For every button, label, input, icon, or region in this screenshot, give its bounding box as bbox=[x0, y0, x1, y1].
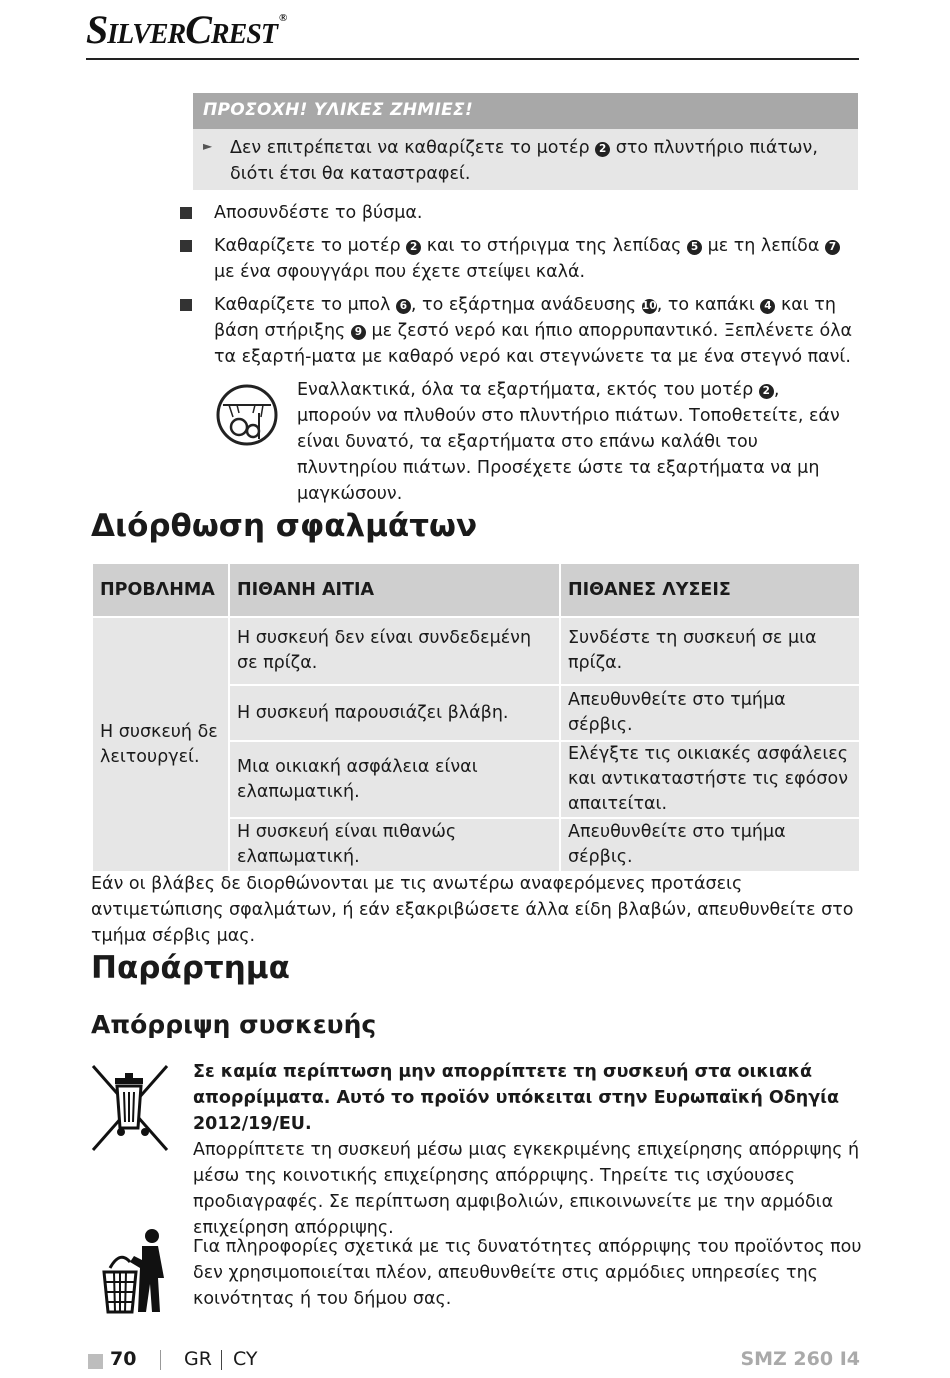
part-number-badge: 10 bbox=[641, 300, 657, 312]
disposal-warning: Σε καμία περίπτωση μην απορρίπτετε τη συσκευή στα οικιακά απορρίμματα. Αυτό το προϊόν υπόκειται στην Ευρωπαϊκή Οδηγία 2012/19/EU. bbox=[193, 1062, 839, 1134]
warning-title: ΠΡΟΣΟΧΗ! ΥΛΙΚΕΣ ΖΗΜΙΕΣ! bbox=[193, 93, 858, 129]
header-rule bbox=[86, 58, 859, 60]
disposal-heading: Απόρριψη συσκευής bbox=[91, 1010, 377, 1039]
column-header: ΠΙΘΑΝΕΣ ΛΥΣΕΙΣ bbox=[560, 563, 860, 617]
bullet-square-icon bbox=[180, 299, 192, 311]
registered-mark: ® bbox=[278, 12, 287, 24]
brand-logo bbox=[86, 6, 286, 53]
divider bbox=[160, 1350, 161, 1370]
solution-cell: Ελέγξτε τις οικιακές ασφάλειες και αντικαταστήστε τις εφόσον απαιτείται. bbox=[560, 741, 860, 818]
arrow-right-icon: ► bbox=[203, 139, 213, 153]
brand-name: SilverCrest bbox=[86, 7, 277, 52]
footer-square-icon bbox=[88, 1354, 103, 1369]
recycle-bin-person-icon bbox=[100, 1228, 172, 1314]
disposal-info: Για πληροφορίες σχετικά με τις δυνατότητες απόρριψης του προϊόντος που δεν χρησιμοποιείται πλέον, απευθυνθείτε στις αρμόδιες υπηρεσίες της κοινότητας ή του δήμου σας. bbox=[193, 1237, 862, 1309]
part-number-badge: 5 bbox=[687, 240, 702, 255]
cleaning-steps bbox=[180, 200, 860, 377]
dishwasher-icon bbox=[215, 383, 279, 447]
part-number-badge: 9 bbox=[351, 325, 366, 340]
part-number-badge: 6 bbox=[396, 299, 411, 314]
cause-cell: Μια οικιακή ασφάλεια είναι ελαπωματική. bbox=[229, 741, 560, 818]
warning-text: Δεν επιτρέπεται να καθαρίζετε το μοτέρ 2 στο πλυντήριο πιάτων, διότι έτσι θα καταστραφεί. bbox=[230, 138, 818, 184]
cause-cell: Η συσκευή παρουσιάζει βλάβη. bbox=[229, 685, 560, 741]
appendix-heading: Παράρτημα bbox=[91, 950, 290, 986]
solution-cell: Συνδέστε τη συσκευή σε μια πρίζα. bbox=[560, 617, 860, 685]
warning-box bbox=[193, 93, 858, 190]
page-number: 70 bbox=[110, 1348, 137, 1370]
language-code: GR bbox=[184, 1348, 212, 1370]
disposal-text bbox=[193, 1059, 863, 1241]
list-item: Καθαρίζετε το μοτέρ 2 και το στήριγμα της λεπίδας 5 με τη λεπίδα 7 με ένα σφουγγάρι που έχετε στείψει καλά. bbox=[180, 233, 860, 285]
part-number-badge: 2 bbox=[759, 384, 774, 399]
column-header: ΠΙΘΑΝΗ ΑΙΤΙΑ bbox=[229, 563, 560, 617]
language-code: CY bbox=[233, 1348, 258, 1370]
bullet-square-icon bbox=[180, 207, 192, 219]
table-header-row bbox=[92, 563, 860, 617]
column-header: ΠΡΟΒΛΗΜΑ bbox=[92, 563, 229, 617]
troubleshooting-table bbox=[91, 562, 861, 873]
list-item: Αποσυνδέστε το βύσμα. bbox=[180, 200, 860, 226]
disposal-body: Απορρίπτετε τη συσκευή μέσω μιας εγκεκριμένης επιχείρησης απόρριψης ή μέσω της κοινοτικής επιχείρησης απόρριψης. Τηρείτε τις ισχύουσες προδιαγραφές. Σε περίπτωση αμφιβολιών, επικοινωνείτε με την αρμόδια επιχείρηση απόρριψης. bbox=[193, 1140, 860, 1238]
part-number-badge: 2 bbox=[406, 240, 421, 255]
cause-cell: Η συσκευή είναι πιθανώς ελαπωματική. bbox=[229, 818, 560, 872]
troubleshooting-footnote: Εάν οι βλάβες δε διορθώνονται με τις ανωτέρω αναφερόμενες προτάσεις αντιμετώπισης σφαλμάτων, ή εάν εξακριβώσετε άλλα είδη βλαβών, απευθυνθείτε στο τμήμα σέρβις μας. bbox=[91, 874, 854, 946]
part-number-badge: 4 bbox=[760, 299, 775, 314]
cause-cell: Η συσκευή δεν είναι συνδεδεμένη σε πρίζα. bbox=[229, 617, 560, 685]
crossed-bin-icon bbox=[91, 1062, 171, 1156]
part-number-badge: 7 bbox=[825, 240, 840, 255]
troubleshooting-heading: Διόρθωση σφαλμάτων bbox=[91, 508, 478, 544]
part-number-badge: 2 bbox=[595, 142, 610, 157]
solution-cell: Απευθυνθείτε στο τμήμα σέρβις. bbox=[560, 685, 860, 741]
table-row bbox=[92, 617, 860, 685]
problem-cell: Η συσκευή δε λειτουργεί. bbox=[92, 617, 229, 872]
solution-cell: Απευθυνθείτε στο τμήμα σέρβις. bbox=[560, 818, 860, 872]
divider bbox=[221, 1350, 222, 1370]
bullet-square-icon bbox=[180, 240, 192, 252]
model-number: SMZ 260 I4 bbox=[740, 1348, 860, 1370]
list-item: Καθαρίζετε το μπολ 6 , το εξάρτημα ανάδευσης 10, το καπάκι 4 και τη βάση στήριξης 9 με ζεστό νερό και ήπιο απορρυπαντικό. Ξεπλένετε όλα τα εξαρτή-ματα με καθαρό νερό και στεγνώνετε τα με ένα στεγνό πανί. bbox=[180, 292, 860, 370]
